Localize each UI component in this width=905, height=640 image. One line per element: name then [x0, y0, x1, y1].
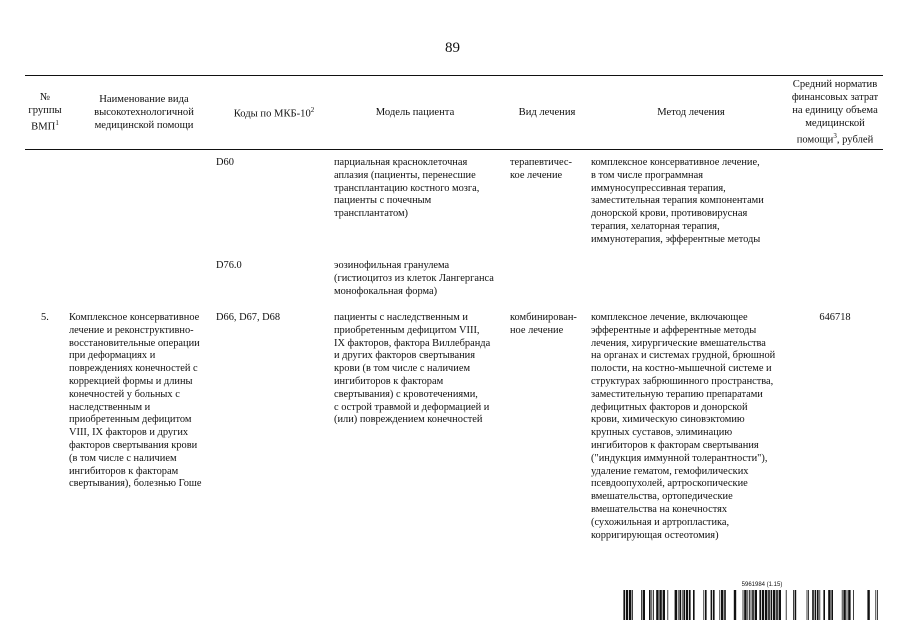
barcode-bar: [711, 590, 713, 620]
barcode-bar: [755, 590, 757, 620]
row-patient-model: парциальная красноклеточная аплазия (пациенты, перенесшие трансплантацию костного мозга, пациенты с почечным трансплантатом): [334, 157, 480, 220]
row-icd-code: D66, D67, D68: [216, 312, 281, 323]
barcode-bar: [771, 590, 773, 620]
footnote-1-marker: 1: [55, 119, 59, 128]
barcode-bar: [678, 590, 679, 620]
barcode-bar: [721, 590, 723, 620]
barcode-bar: [808, 590, 809, 620]
barcode-bar: [643, 590, 645, 620]
header-group-number-text: № группы ВМП: [28, 92, 62, 133]
row-patient-model: эозинофильная гранулема (гистиоцитоз из клеток Лангерганса монофокальная форма): [334, 260, 494, 297]
footnote-2-marker: 2: [310, 106, 315, 115]
barcode-bar: [734, 590, 736, 620]
barcode-bar: [713, 590, 715, 620]
barcode-bar: [641, 590, 642, 620]
barcode-bar: [759, 590, 761, 620]
barcode-bar: [724, 590, 726, 620]
barcode-bar: [779, 590, 781, 620]
barcode-bar: [686, 590, 688, 620]
barcode-bar: [747, 590, 748, 620]
row-treatment-method: комплексное консервативное лечение, в том числе программная иммуносупрессивная терапия, заместительная терапия компонентами донорской крови, противовирусная терапия, хелаторная терапия, иммунотерапия, эфферентные методы: [591, 157, 764, 245]
row-treatment-method: комплексное лечение, включающее эфферентные и афферентные методы лечения, хирургические вмешательства на органах и системах грудной, брюшной полости, на костно-мышечной системе и структурах забрюшинного пространства, заместительную терапию препаратами дефицитных факторов и донорской крови, химическую синовэктомию крупных суставов, элиминацию ингибиторов к факторам свертывания ("индукция иммунной толерантности"), удаление гематом, гемофилических псевдоопухолей, артроскопические вмешательства, ортопедические вмешательства на конечностях (сухожильная и артропластика, корригирующая остеотомия): [591, 312, 776, 541]
barcode-bar: [786, 590, 787, 620]
barcode-icon: [621, 590, 881, 620]
barcode-bar: [843, 590, 845, 620]
header-patient-model: Модель пациента: [375, 107, 455, 118]
header-cost-norm-text: Средний норматив финансовых затрат на единицу объема медицинской помощи: [791, 79, 879, 146]
row-cost-norm: 646718: [819, 312, 851, 323]
barcode-bar: [623, 590, 625, 620]
barcode-bar: [751, 590, 752, 620]
row-treatment-type: комбинирован- ное лечение: [510, 312, 577, 336]
barcode-bar: [682, 590, 683, 620]
barcode-bar: [679, 590, 681, 620]
barcode-bar: [815, 590, 817, 620]
barcode-bar: [817, 590, 819, 620]
barcode-bar: [649, 590, 651, 620]
row-treatment-type: терапевтичес- кое лечение: [510, 157, 572, 181]
page-number: 89: [445, 40, 460, 56]
barcode-bar: [743, 590, 744, 620]
barcode-bar: [719, 590, 720, 620]
barcode-bar: [749, 590, 750, 620]
footnote-3-marker: 3: [833, 132, 837, 141]
barcode-bar: [693, 590, 695, 620]
barcode-bar: [651, 590, 652, 620]
barcode-bar: [776, 590, 778, 620]
header-icd-codes: [225, 76, 323, 149]
header-group-number: [25, 76, 65, 149]
barcode-bar: [831, 590, 833, 620]
barcode-bar: [659, 590, 661, 620]
barcode-bar: [703, 590, 704, 620]
barcode-bar: [819, 590, 820, 620]
barcode-bar: [765, 590, 767, 620]
barcode-bar: [773, 590, 775, 620]
barcode-bar: [812, 590, 814, 620]
barcode-bar: [653, 590, 654, 620]
barcode-bar: [683, 590, 685, 620]
row-group-number: 5.: [41, 312, 49, 323]
barcode-bar: [877, 590, 878, 620]
table-header: [25, 75, 883, 150]
row-patient-model: пациенты с наследственным и приобретенным дефицитом VIII, IX факторов, фактора Виллебранда и других факторов свертывания крови (в том числе с наличием ингибиторов к факторам свертывания) с кровотечениями, с острой травмой и деформацией и (или) повреждением конечностей: [334, 312, 491, 426]
header-care-type-name: Наименование вида высокотехнологичной медицинской помощи: [94, 94, 194, 131]
barcode-caption: 5961984 (1.15): [741, 582, 783, 588]
barcode-bar: [705, 590, 707, 620]
barcode-bar: [632, 590, 633, 620]
row-icd-code: D76.0: [216, 260, 242, 271]
barcode-bar: [629, 590, 631, 620]
barcode-bar: [667, 590, 668, 620]
barcode-bar: [828, 590, 830, 620]
barcode-bar: [875, 590, 876, 620]
barcode-bar: [793, 590, 794, 620]
barcode-bar: [847, 590, 848, 620]
barcode-bar: [762, 590, 764, 620]
barcode-bar: [823, 590, 825, 620]
barcode-bar: [842, 590, 843, 620]
header-icd-codes-text: Коды по МКБ-10: [233, 108, 311, 120]
header-cost-norm: [787, 76, 883, 149]
header-treatment-type: Вид лечения: [518, 107, 576, 118]
barcode-bar: [853, 590, 854, 620]
barcode-bar: [675, 590, 677, 620]
header-treatment-method: Метод лечения: [657, 107, 725, 118]
vmp-table: [25, 75, 883, 541]
row-care-type-name: Комплексное консервативное лечение и реконструктивно- восстановительные операции при деформациях и повреждениях конечностей с коррекцией формы и длины конечностей у больных с наследственным и приобретенным дефицитом VIII, IX факторов и других факторов свертывания крови (в том числе с наличием ингибиторов к факторам свертывания), болезнью Гоше: [69, 312, 202, 490]
barcode-bar: [656, 590, 658, 620]
barcode-bar: [795, 590, 797, 620]
barcode-bar: [744, 590, 746, 620]
barcode-bar: [867, 590, 869, 620]
barcode-bar: [752, 590, 754, 620]
row-icd-code: D60: [216, 157, 234, 168]
barcode-bar: [848, 590, 850, 620]
barcode-bar: [626, 590, 628, 620]
barcode-bar: [768, 590, 770, 620]
barcode-bar: [689, 590, 691, 620]
barcode-bar: [663, 590, 665, 620]
barcode-bar: [807, 590, 808, 620]
header-cost-norm-unit: , рублей: [836, 134, 874, 146]
